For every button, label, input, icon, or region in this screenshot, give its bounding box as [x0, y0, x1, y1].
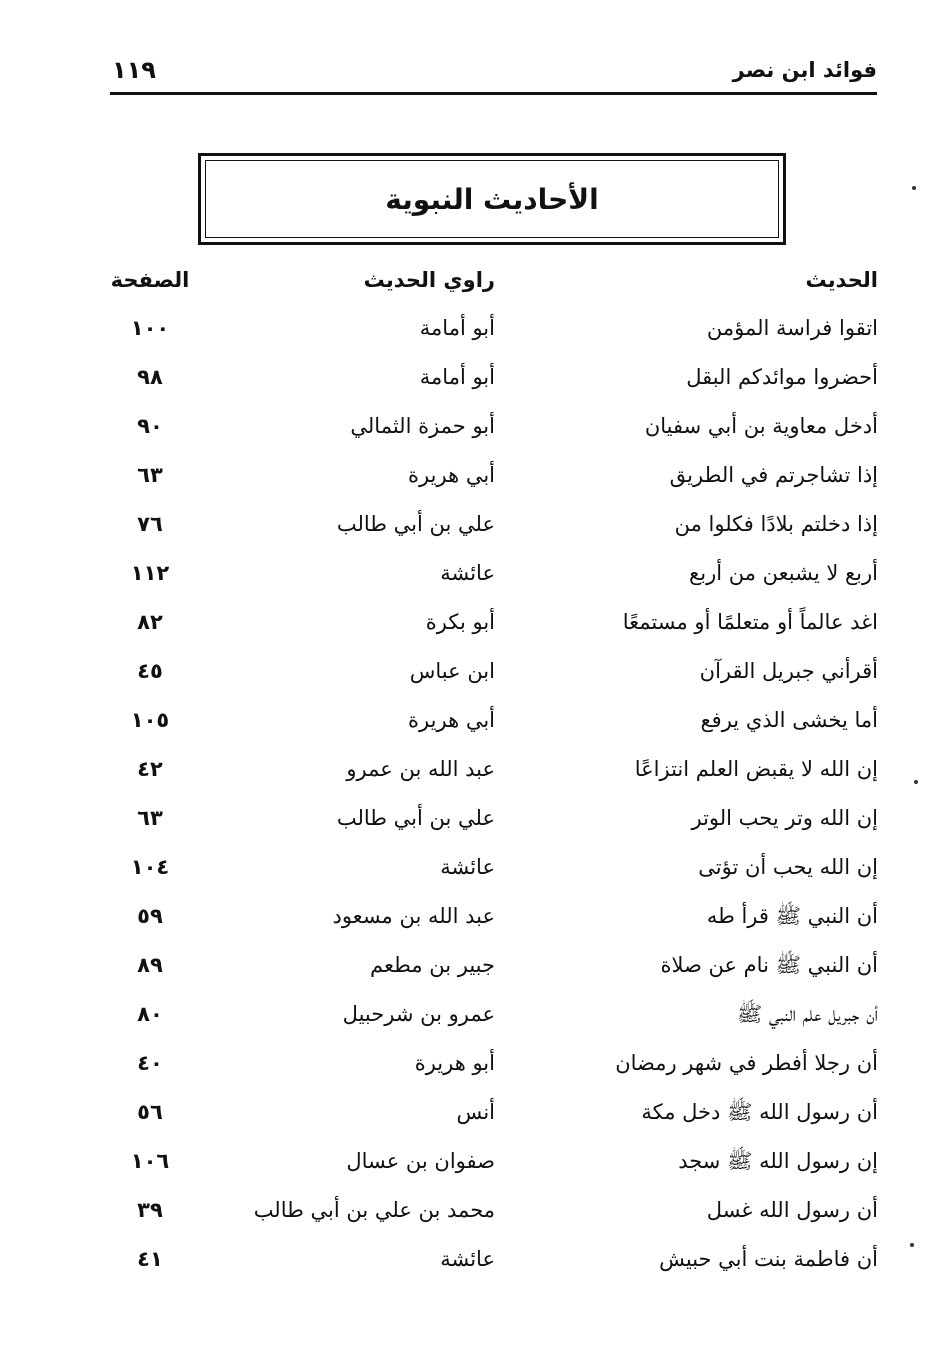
narrator-cell: أبو بكرة: [425, 610, 495, 634]
narrator-cell: عائشة: [440, 855, 495, 879]
hadith-cell: أن رسول الله ﷺ دخل مكة: [641, 1100, 878, 1124]
page-cell: ٧٦: [137, 512, 163, 536]
hadith-cell: اتقوا فراسة المؤمن: [706, 316, 878, 340]
narrator-cell: محمد بن علي بن أبي طالب: [253, 1198, 495, 1222]
page-cell: ٩٠: [137, 414, 163, 438]
narrator-cell: علي بن أبي طالب: [336, 806, 495, 830]
narrator-cell: عبد الله بن عمرو: [346, 757, 495, 781]
section-title-inner-frame: [205, 160, 779, 238]
hadith-cell: أن فاطمة بنت أبي حبيش: [659, 1247, 878, 1271]
table-row: [100, 602, 890, 642]
table-row: [100, 749, 890, 789]
narrator-cell: عبد الله بن مسعود: [332, 904, 495, 928]
narrator-cell: أبو هريرة: [414, 1051, 495, 1075]
page-cell: ٨٩: [137, 953, 163, 977]
page-cell: ٨٢: [137, 610, 163, 634]
table-row: [100, 406, 890, 446]
margin-mark: [912, 186, 916, 190]
hadith-cell: إن الله لا يقبض العلم انتزاعًا: [634, 757, 878, 781]
table-row: [100, 504, 890, 544]
table-row: [100, 357, 890, 397]
hadith-cell: اغد عالماً أو متعلمًا أو مستمعًا: [622, 610, 878, 634]
hadith-cell: أما يخشى الذي يرفع: [700, 708, 878, 732]
table-row: [100, 994, 890, 1034]
page-cell: ١٠٠: [130, 316, 170, 340]
column-header-page: الصفحة: [110, 268, 190, 292]
section-title-frame: [198, 153, 786, 245]
page-cell: ١١٢: [130, 561, 170, 585]
table-row: [100, 945, 890, 985]
hadith-cell: أربع لا يشبعن من أربع: [689, 561, 878, 585]
hadith-cell: أدخل معاوية بن أبي سفيان: [644, 414, 878, 438]
hadith-cell: أن النبي ﷺ قرأ طه: [706, 904, 878, 928]
column-header-narrator: راوي الحديث: [363, 268, 495, 292]
column-header-hadith: الحديث: [805, 268, 878, 292]
book-title: فوائد ابن نصر: [732, 58, 877, 82]
narrator-cell: أبو أمامة: [419, 316, 495, 340]
hadith-cell: أن جبريل علم النبي ﷺ: [736, 1002, 878, 1026]
table-row: [100, 651, 890, 691]
narrator-cell: أبي هريرة: [408, 708, 495, 732]
hadith-cell: أقرأني جبريل القرآن: [699, 659, 878, 683]
narrator-cell: أبو أمامة: [419, 365, 495, 389]
page-cell: ١٠٥: [130, 708, 170, 732]
table-row: [100, 1190, 890, 1230]
narrator-cell: عمرو بن شرحبيل: [342, 1002, 495, 1026]
section-title: الأحاديث النبوية: [385, 182, 599, 216]
hadith-cell: إذا تشاجرتم في الطريق: [669, 463, 878, 487]
page-cell: ٤٢: [137, 757, 163, 781]
narrator-cell: أنس: [456, 1100, 495, 1124]
page-cell: ٥٦: [137, 1100, 163, 1124]
table-row: [100, 1141, 890, 1181]
narrator-cell: أبو حمزة الثمالي: [350, 414, 495, 438]
hadith-cell: إن رسول الله ﷺ سجد: [678, 1149, 878, 1173]
table-row: [100, 1092, 890, 1132]
narrator-cell: عائشة: [440, 561, 495, 585]
narrator-cell: جبير بن مطعم: [369, 953, 495, 977]
hadith-cell: إذا دخلتم بلادًا فكلوا من: [674, 512, 878, 536]
page-cell: ٤٠: [137, 1051, 163, 1075]
table-header: [100, 260, 890, 300]
table-row: [100, 308, 890, 348]
page-cell: ٩٨: [137, 365, 163, 389]
table-row: [100, 455, 890, 495]
page-cell: ٦٣: [137, 806, 163, 830]
hadith-cell: أن رسول الله غسل: [706, 1198, 878, 1222]
page-cell: ٤١: [137, 1247, 163, 1271]
table-row: [100, 798, 890, 838]
table-row: [100, 700, 890, 740]
table-row: [100, 896, 890, 936]
page-cell: ١٠٤: [130, 855, 170, 879]
narrator-cell: صفوان بن عسال: [346, 1149, 495, 1173]
page-cell: ١٠٦: [130, 1149, 170, 1173]
narrator-cell: ابن عباس: [409, 659, 495, 683]
table-row: [100, 553, 890, 593]
narrator-cell: أبي هريرة: [408, 463, 495, 487]
page-number: ١١٩: [112, 56, 156, 84]
narrator-cell: عائشة: [440, 1247, 495, 1271]
hadith-cell: أحضروا موائدكم البقل: [686, 365, 878, 389]
running-header: [110, 52, 877, 95]
table-row: [100, 847, 890, 887]
page-cell: ٥٩: [137, 904, 163, 928]
hadith-cell: إن الله وتر يحب الوتر: [691, 806, 878, 830]
table-row: [100, 1043, 890, 1083]
margin-mark: [914, 780, 918, 784]
page-cell: ٣٩: [137, 1198, 163, 1222]
page-cell: ٨٠: [137, 1002, 163, 1026]
page-cell: ٦٣: [137, 463, 163, 487]
narrator-cell: علي بن أبي طالب: [336, 512, 495, 536]
table-row: [100, 1239, 890, 1279]
margin-mark: [910, 1243, 914, 1247]
hadith-cell: أن رجلا أفطر في شهر رمضان: [615, 1051, 878, 1075]
page-cell: ٤٥: [137, 659, 163, 683]
hadith-cell: أن النبي ﷺ نام عن صلاة: [660, 953, 878, 977]
hadith-cell: إن الله يحب أن تؤتى: [698, 855, 878, 879]
